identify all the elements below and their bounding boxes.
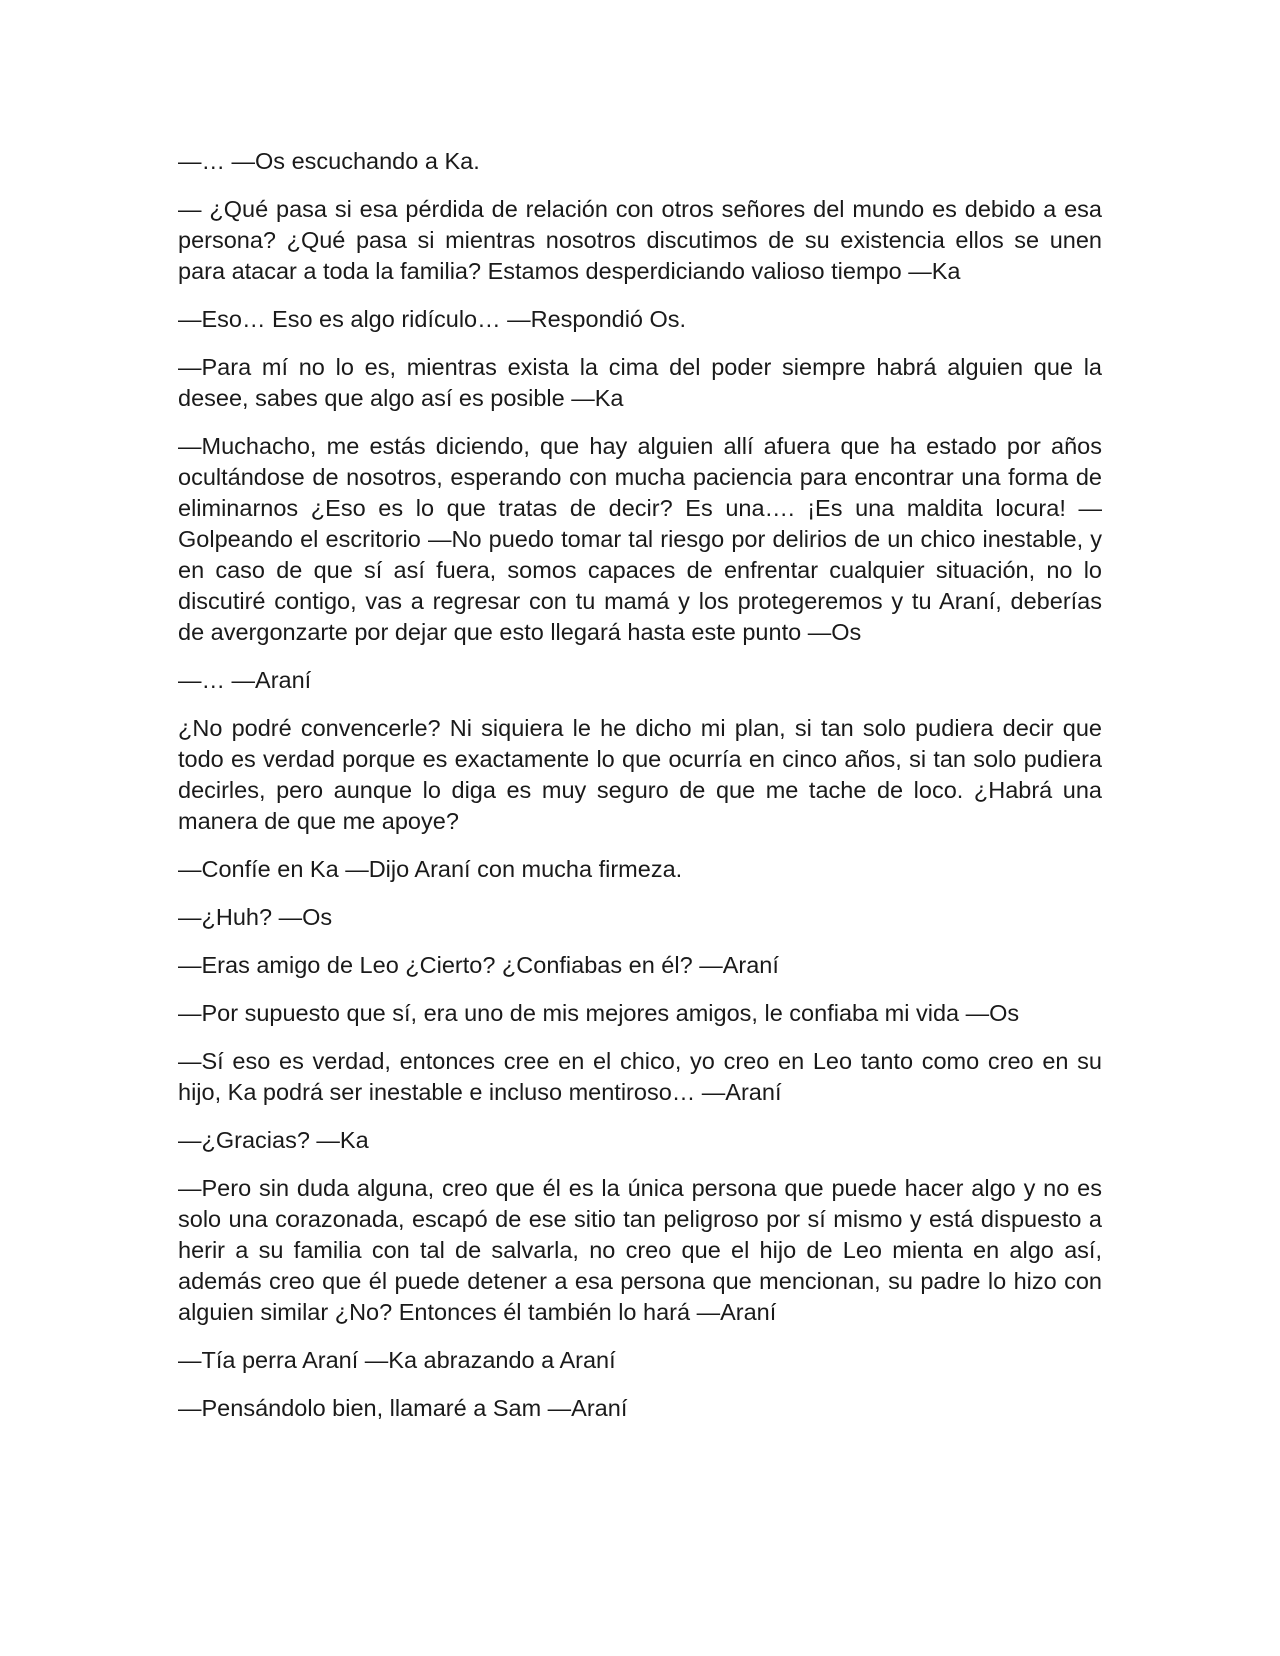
paragraph: —Eso… Eso es algo ridículo… —Respondió Os. [178,306,687,332]
paragraph: —… —Os escuchando a Ka. [178,148,480,174]
paragraph: —Pensándolo bien, llamaré a Sam —Araní [178,1395,628,1421]
paragraph: —Pero sin duda alguna, creo que él es la única persona que puede hacer algo y no es solo una corazonada, escapó de ese sitio tan peligroso por sí mismo y está dispuesto a herir a su familia con tal de salvarla, no creo que el hijo de Leo mienta en algo así, además creo que él puede detener a esa persona que mencionan, su padre lo hizo con alguien similar ¿No? Entonces él también lo hará —Araní [178,1175,1102,1325]
paragraph: —¿Huh? —Os [178,904,333,930]
paragraph: — ¿Qué pasa si esa pérdida de relación con otros señores del mundo es debido a esa persona? ¿Qué pasa si mientras nosotros discutimos de su existencia ellos se unen para atacar a toda la familia? Estamos desperdiciando valioso tiempo —Ka [178,196,1102,284]
paragraph: ¿No podré convencerle? Ni siquiera le he dicho mi plan, si tan solo pudiera decir que todo es verdad porque es exactamente lo que ocurría en cinco años, si tan solo pudiera decirles, pero aunque lo diga es muy seguro de que me tache de loco. ¿Habrá una manera de que me apoye? [178,715,1102,834]
paragraph: —… —Araní [178,667,312,693]
paragraph: —Por supuesto que sí, era uno de mis mejores amigos, le confiaba mi vida —Os [178,1000,1020,1026]
document-body [178,146,1102,1441]
paragraph: —Eras amigo de Leo ¿Cierto? ¿Confiabas en él? —Araní [178,952,779,978]
paragraph: —Tía perra Araní —Ka abrazando a Araní [178,1347,616,1373]
paragraph: —¿Gracias? —Ka [178,1127,369,1153]
paragraph: —Para mí no lo es, mientras exista la cima del poder siempre habrá alguien que la desee, sabes que algo así es posible —Ka [178,354,1102,411]
paragraph: —Sí eso es verdad, entonces cree en el chico, yo creo en Leo tanto como creo en su hijo, Ka podrá ser inestable e incluso mentiroso… —Araní [178,1048,1102,1105]
paragraph: —Muchacho, me estás diciendo, que hay alguien allí afuera que ha estado por años ocultándose de nosotros, esperando con mucha paciencia para encontrar una forma de eliminarnos ¿Eso es lo que tratas de decir? Es una…. ¡Es una maldita locura! —Golpeando el escritorio —No puedo tomar tal riesgo por delirios de un chico inestable, y en caso de que sí así fuera, somos capaces de enfrentar cualquier situación, no lo discutiré contigo, vas a regresar con tu mamá y los protegeremos y tu Araní, deberías de avergonzarte por dejar que esto llegará hasta este punto —Os [178,433,1102,645]
paragraph: —Confíe en Ka —Dijo Araní con mucha firmeza. [178,856,683,882]
